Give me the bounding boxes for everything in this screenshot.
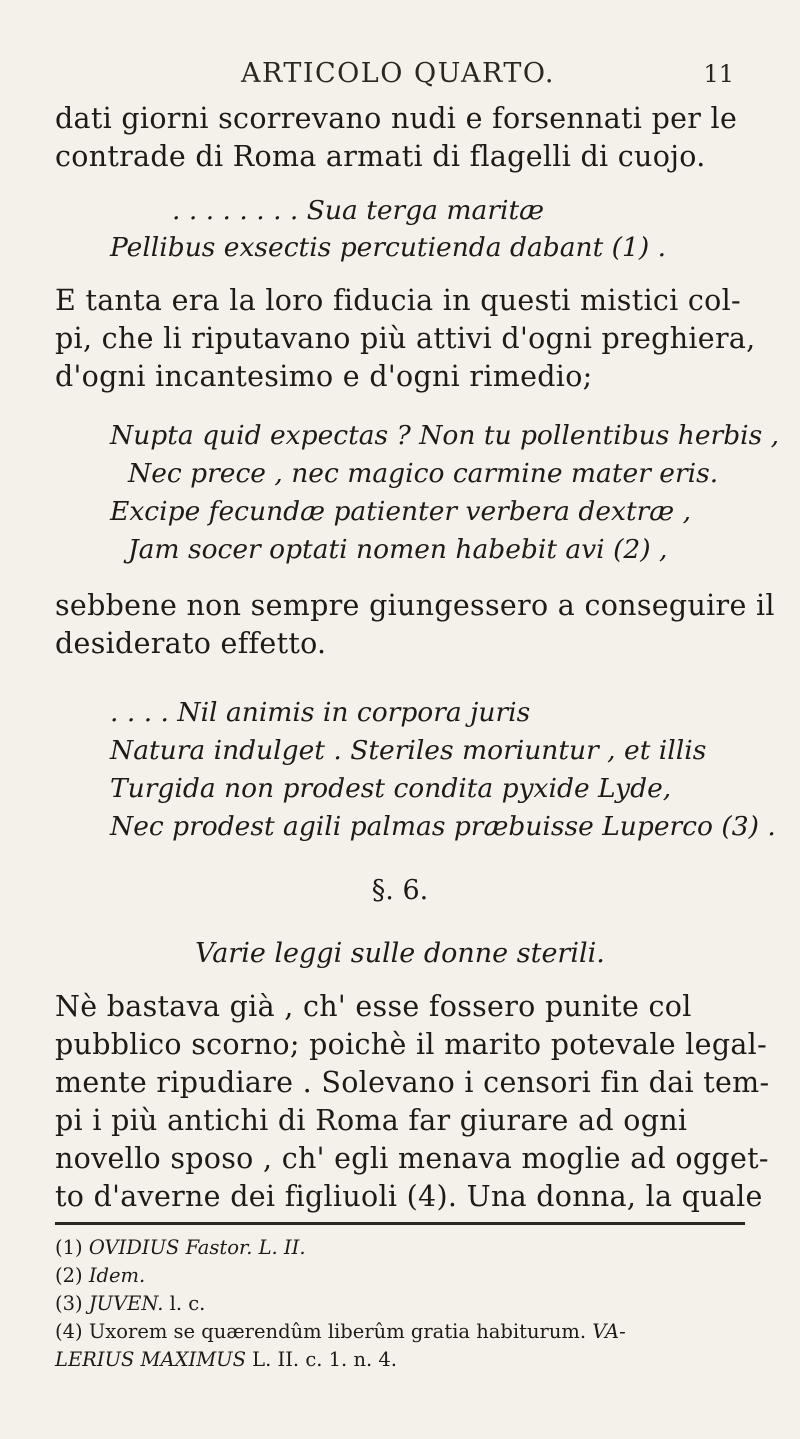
verse-line: . . . . . . . . Sua terga maritæ	[172, 195, 545, 226]
footnote-number: (4)	[55, 1320, 83, 1343]
footnote-author: VA-	[592, 1320, 626, 1343]
footnote-number: (2)	[55, 1264, 83, 1287]
verse-line: Pellibus exsectis percutienda dabant (1) .	[110, 232, 667, 263]
text-line: sebbene non sempre giungessero a conseguire il	[55, 589, 775, 622]
footnote-2	[55, 1263, 145, 1289]
verse-line: Nec prece , nec magico carmine mater eris.	[128, 458, 719, 489]
verse-line: Excipe fecundæ patienter verbera dextræ ,	[110, 496, 692, 527]
text-line: to d'averne dei figliuoli (4). Una donna, la quale	[55, 1180, 763, 1213]
footnote-ref: L. II. c. 1. n. 4.	[252, 1348, 398, 1371]
verse-line: Turgida non prodest condita pyxide Lyde,	[110, 773, 672, 804]
verse-line: . . . . Nil animis in corpora juris	[110, 697, 531, 728]
footnote-text: Idem.	[88, 1264, 146, 1287]
text-line: d'ogni incantesimo e d'ogni rimedio;	[55, 360, 593, 393]
section-number: §. 6.	[371, 875, 429, 906]
footnote-1	[55, 1235, 306, 1261]
text-line: contrade di Roma armati di flagelli di cuojo.	[55, 140, 706, 173]
text-line: novello sposo , ch' egli menava moglie ad ogget-	[55, 1142, 769, 1175]
verse-line: Nec prodest agili palmas præbuisse Luperco (3) .	[110, 811, 776, 842]
text-line: dati giorni scorrevano nudi e forsennati per le	[55, 102, 738, 135]
footnote-author: JUVEN.	[88, 1292, 164, 1315]
verse-line: Jam socer optati nomen habebit avi (2) ,	[128, 534, 668, 565]
text-line: pi i più antichi di Roma far giurare ad ogni	[55, 1104, 688, 1137]
page-number: 11	[703, 60, 734, 88]
text-line: desiderato effetto.	[55, 627, 327, 660]
footnote-3	[55, 1291, 205, 1317]
text-line: Nè bastava già , ch' esse fossero punite col	[55, 990, 692, 1023]
footnote-4	[55, 1319, 626, 1345]
footnote-text: Uxorem se quærendûm liberûm gratia habiturum.	[88, 1320, 587, 1343]
footnote-ref: Fastor. L. II.	[185, 1236, 306, 1259]
text-line: pubblico scorno; poichè il marito potevale legal-	[55, 1028, 768, 1061]
section-title: Varie leggi sulle donne sterili.	[195, 938, 605, 969]
footnote-rule	[55, 1222, 745, 1225]
verse-line: Natura indulget . Steriles moriuntur , et illis	[110, 735, 707, 766]
footnote-number: (1)	[55, 1236, 83, 1259]
footnote-number: (3)	[55, 1292, 83, 1315]
footnote-4-continued	[55, 1347, 397, 1373]
verse-line: Nupta quid expectas ? Non tu pollentibus herbis ,	[110, 420, 780, 451]
text-line: pi, che li riputavano più attivi d'ogni preghiera,	[55, 322, 756, 355]
footnote-author: LERIUS MAXIMUS	[55, 1348, 246, 1371]
footnote-author: OVIDIUS	[88, 1236, 180, 1259]
text-line: mente ripudiare . Solevano i censori fin dai tem-	[55, 1066, 770, 1099]
running-title: ARTICOLO QUARTO.	[240, 58, 556, 89]
page-header	[0, 58, 800, 98]
text-line: E tanta era la loro fiducia in questi mistici col-	[55, 284, 741, 317]
footnote-ref: l. c.	[169, 1292, 206, 1315]
